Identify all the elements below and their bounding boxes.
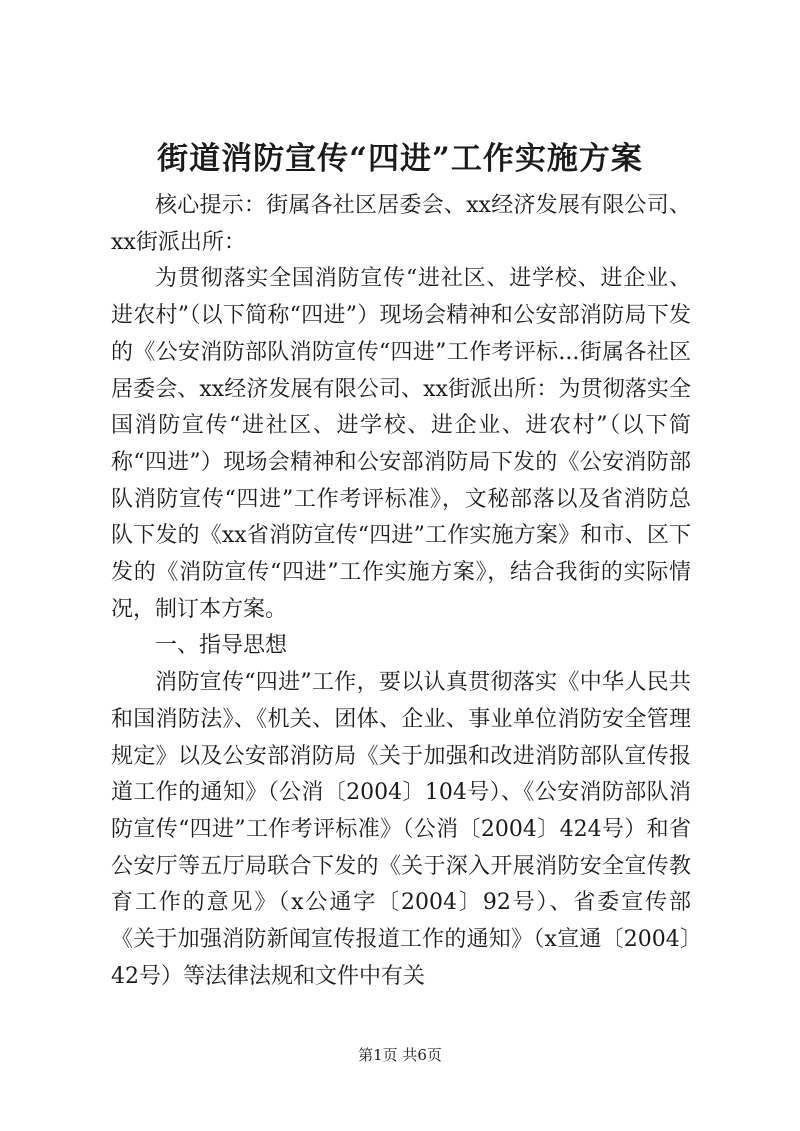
document-body [111,188,691,995]
section-heading-guiding-ideology: 一、指导思想 [155,633,288,659]
paragraph-guiding-ideology: 消防宣传“四进”工作，要以认真贯彻落实《中华人民共和国消防法》、《机关、团体、企业、事业单位消防安全管理规定》以及公安部消防局《关于加强和改进消防部队宣传报道工作的通知》（公消〔2004〕104号）、《公安消防部队消防宣传“四进”工作考评标准》（公消〔2004〕424号）和省公安厅等五厅局联合下发的《关于深入开展消防安全宣传教育工作的意见》（x公通字〔2004〕92号）、省委宣传部《关于加强消防新闻宣传报道工作的通知》（x宣通〔2004〕42号）等法律法规和文件中有关 [111,670,691,989]
page-number: 第1页 共6页 [358,1046,442,1064]
paragraph-summary: 核心提示：街属各社区居委会、xx经济发展有限公司、xx街派出所： [111,193,691,255]
document-title: 街道消防宣传“四进”工作实施方案 [157,141,643,177]
paragraph-intro: 为贯彻落实全国消防宣传“进社区、进学校、进企业、进农村”（以下简称“四进”）现场会精神和公安部消防局下发的《公安消防部队消防宣传“四进”工作考评标...街属各社区居委会、xx经济发展有限公司、xx街派出所：为贯彻落实全国消防宣传“进社区、进学校、进企业、进农村”（以下简称“四进”）现场会精神和公安部消防局下发的《公安消防部队消防宣传“四进”工作考评标准》，文秘部落以及省消防总队下发的《xx省消防宣传“四进”工作实施方案》和市、区下发的《消防宣传“四进”工作实施方案》，结合我街的实际情况，制订本方案。 [111,266,691,622]
